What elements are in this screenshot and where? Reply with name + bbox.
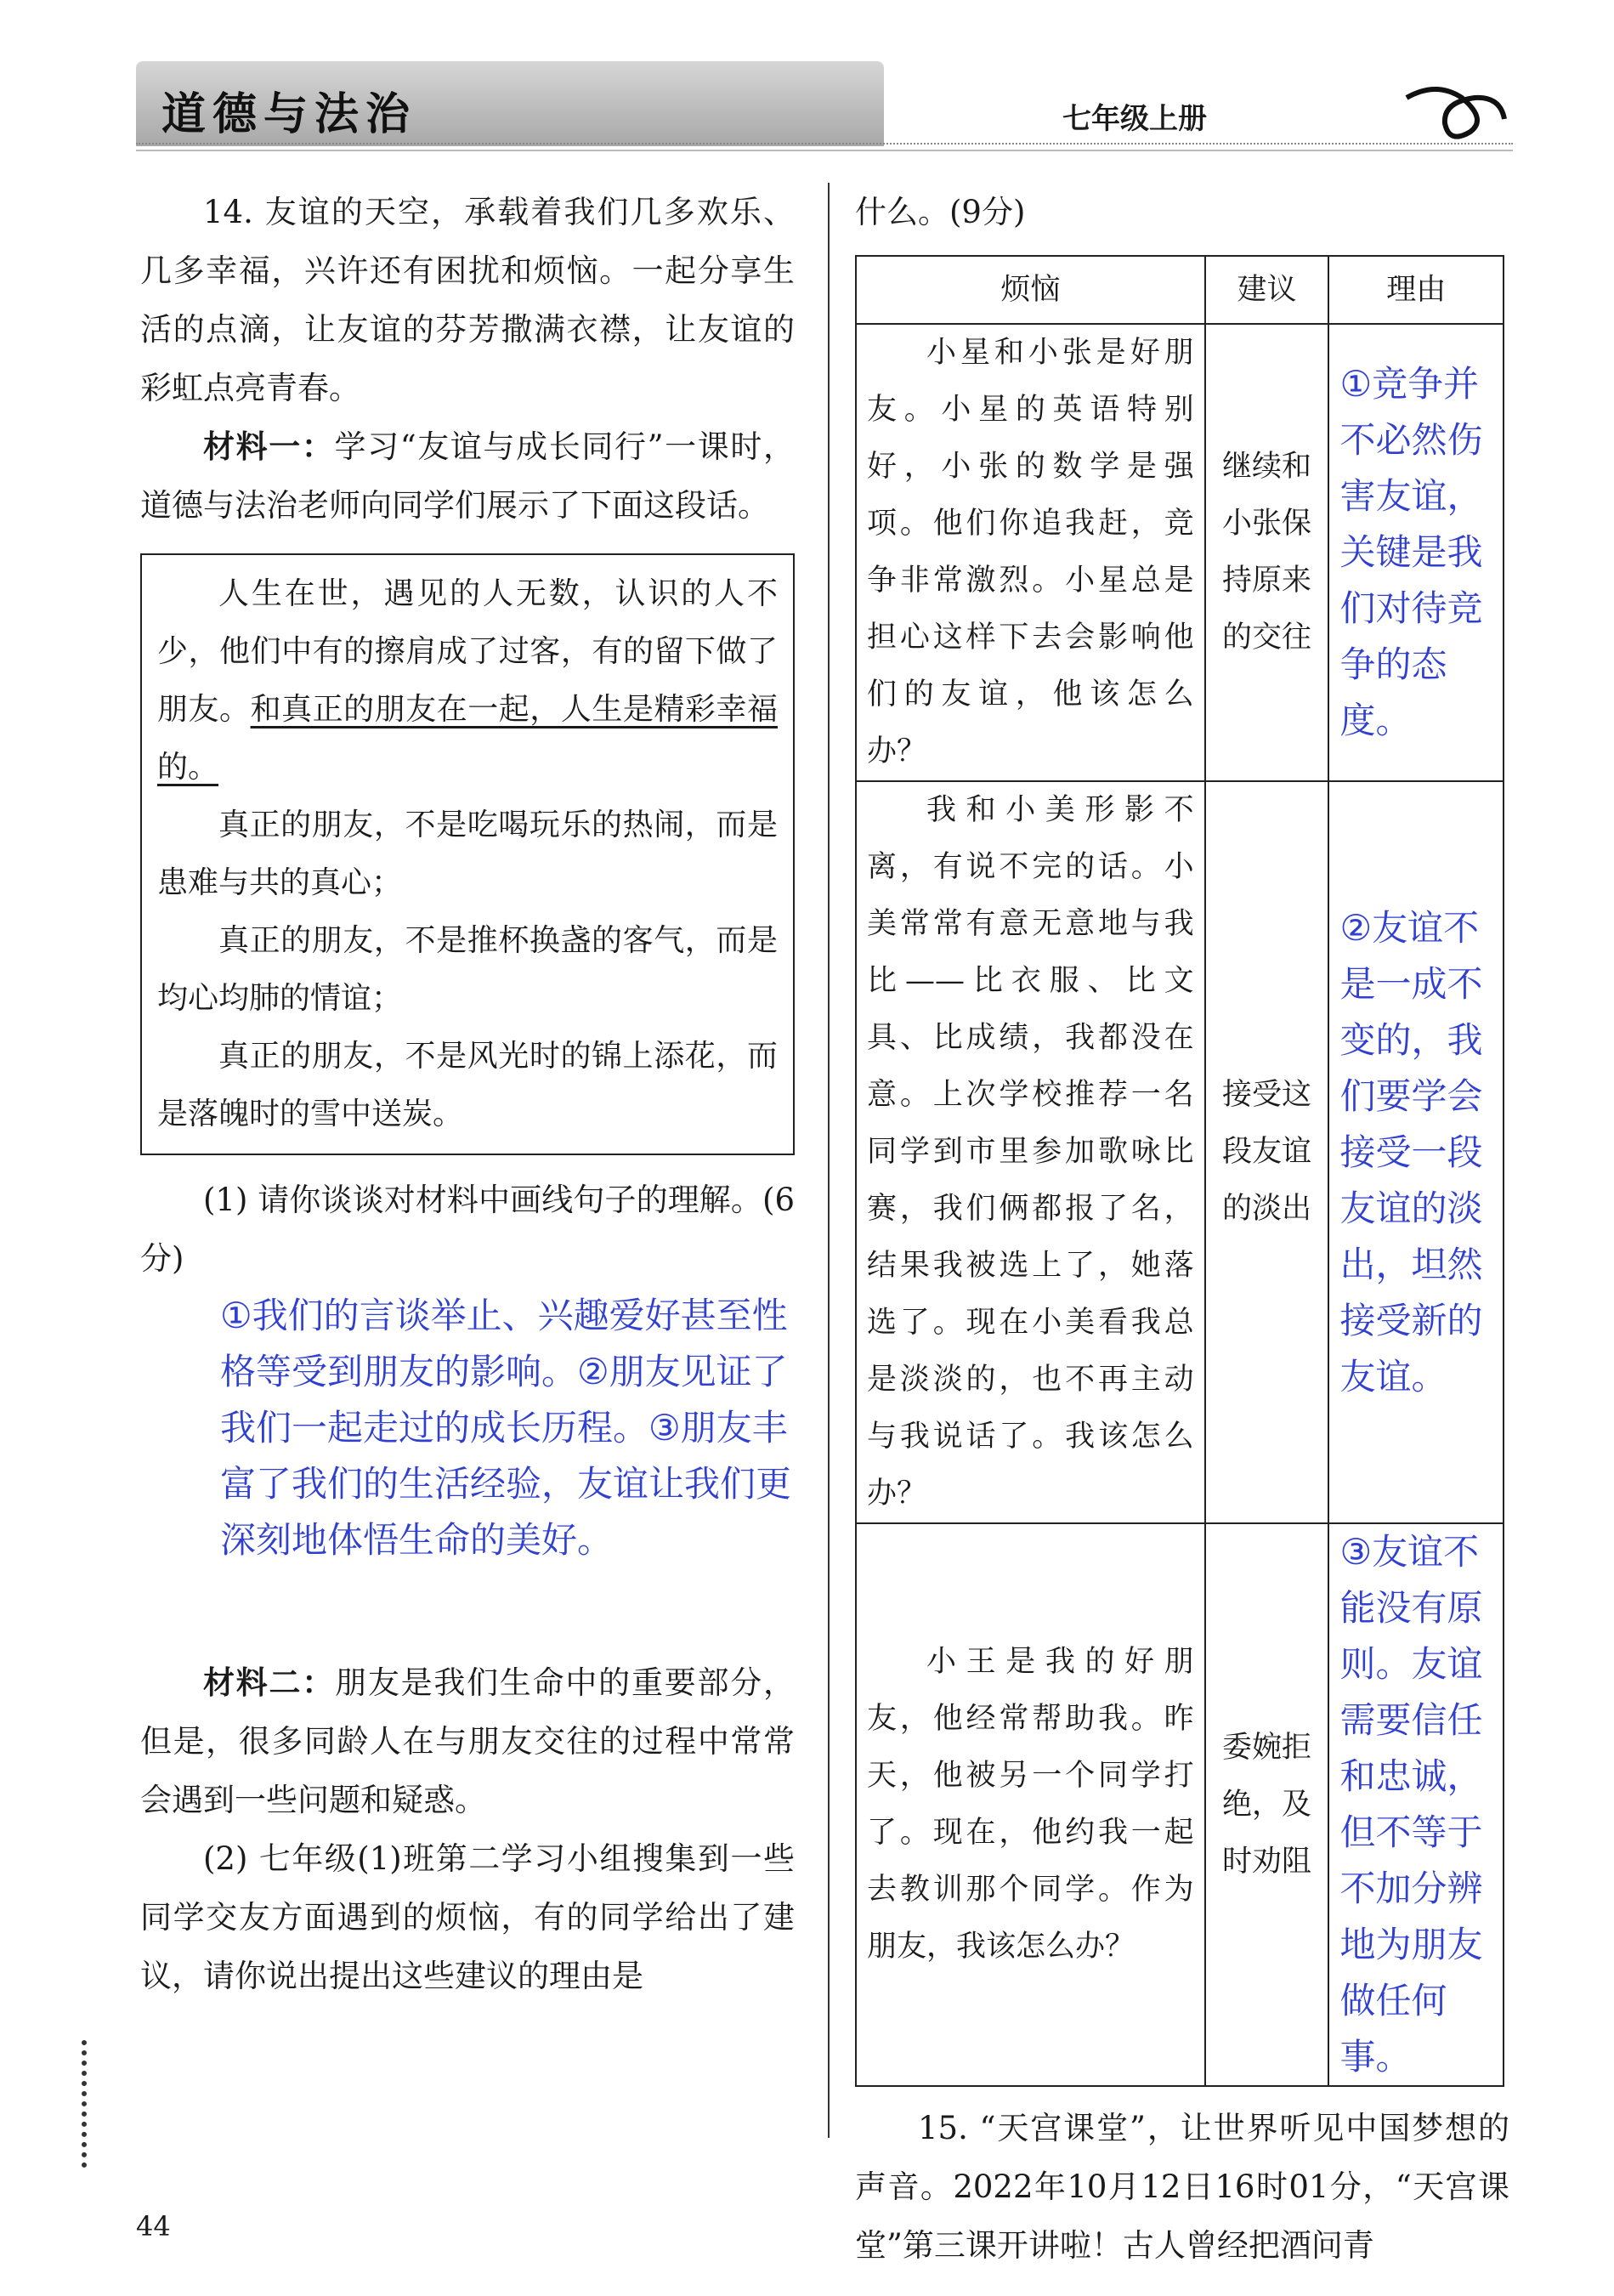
- reason-cell: [1328, 324, 1504, 781]
- reason-cell: [1328, 1523, 1504, 2086]
- table-row: [856, 324, 1504, 781]
- quote-paragraph-4: 真正的朋友，不是风光时的锦上添花，而是落魄时的雪中送炭。: [157, 1039, 778, 1131]
- quote-paragraph-3: 真正的朋友，不是推杯换盏的客气，而是均心均肺的情谊；: [157, 923, 778, 1016]
- table-header-row: [856, 256, 1504, 324]
- material-one-text: 学习“友谊与成长同行”一课时，道德与法治老师向同学们展示了下面这段话。: [140, 428, 795, 524]
- quote-text: 人生在世，遇见的人无数，认识的人不少，他们中有的擦肩成了过客，有的留下做了朋友。: [157, 576, 778, 727]
- header-trouble: 烦恼: [856, 256, 1205, 324]
- swirl-logo-icon: [1402, 72, 1513, 149]
- table-row: [856, 781, 1504, 1523]
- advice-cell: 接受这段友谊的淡出: [1205, 781, 1329, 1523]
- question-2-continued: 什么。(9分): [855, 194, 1026, 230]
- table-row: [856, 1523, 1504, 2086]
- question-2: (2) 七年级(1)班第二学习小组搜集到一些同学交友方面遇到的烦恼，有的同学给出了建议，请你说出提出这些建议的理由是: [140, 1840, 795, 1994]
- material-one-label: 材料一：: [203, 428, 335, 465]
- advice-cell: 委婉拒绝，及时劝阻: [1205, 1523, 1329, 2086]
- underlined-sentence: 和真正的朋友在一起，人生是精彩幸福的。: [157, 692, 778, 785]
- quote-box: [140, 553, 795, 1155]
- question-15: 15. “天宫课堂”，让世界听见中国梦想的声音。2022年10月12日16时01分，“天宫课堂”第三课开讲啦！古人曾经把酒问青: [855, 2110, 1509, 2264]
- answer-1-handwriting: ①我们的言谈举止、兴趣爱好甚至性格等受到朋友的影响。②朋友见证了我们一起走过的成长历程。③朋友丰富了我们的生活经验，友谊让我们更深刻地体悟生命的美好。: [220, 1295, 792, 1561]
- trouble-table: [855, 255, 1504, 2087]
- reason-handwriting: ①竞争并不必然伤害友谊，关键是我们对待竞争的态度。: [1339, 363, 1483, 741]
- header-advice: 建议: [1205, 256, 1329, 324]
- book-title: 道德与法治: [161, 89, 417, 140]
- advice-cell: 继续和小张保持原来的交往: [1205, 324, 1329, 781]
- question-1: (1) 请你谈谈对材料中画线句子的理解。(6分): [140, 1182, 795, 1277]
- material-two: [140, 1653, 795, 1829]
- reason-cell: [1328, 781, 1504, 1523]
- margin-dots: [82, 2040, 87, 2168]
- page-number: 44: [136, 2210, 171, 2242]
- quote-paragraph-1: [157, 565, 778, 797]
- q14-intro: 14. 友谊的天空，承载着我们几多欢乐、几多幸福，兴许还有困扰和烦恼。一起分享生活的点滴，让友谊的芬芳撒满衣襟，让友谊的彩虹点亮青春。: [140, 194, 795, 406]
- grade-label: 七年级上册: [1062, 102, 1207, 136]
- material-two-text: 朋友是我们生命中的重要部分，但是，很多同龄人在与朋友交往的过程中常常会遇到一些问题和疑惑。: [140, 1664, 796, 1818]
- reason-handwriting: ③友谊不能没有原则。友谊需要信任和忠诚，但不等于不加分辨地为朋友做任何事。: [1339, 1531, 1483, 2078]
- header-divider: [136, 143, 1513, 151]
- trouble-cell: 小星和小张是好朋友。小星的英语特别好，小张的数学是强项。他们你追我赶，竞争非常激烈。小星总是担心这样下去会影响他们的友谊，他该怎么办？: [856, 324, 1205, 781]
- material-one: [140, 417, 795, 535]
- reason-handwriting: ②友谊不是一成不变的，我们要学会接受一段友谊的淡出，坦然接受新的友谊。: [1339, 906, 1483, 1397]
- header-reason: 理由: [1328, 256, 1504, 324]
- trouble-cell: 我和小美形影不离，有说不完的话。小美常常有意无意地与我比——比衣服、比文具、比成绩，我都没在意。上次学校推荐一名同学到市里参加歌咏比赛，我们俩都报了名，结果我被选上了，她落选了。现在小美看我总是淡淡的，也不再主动与我说话了。我该怎么办？: [856, 781, 1205, 1523]
- right-column: [855, 183, 1509, 2275]
- left-column: [140, 183, 795, 2005]
- trouble-cell: 小王是我的好朋友，他经常帮助我。昨天，他被另一个同学打了。现在，他约我一起去教训那个同学。作为朋友，我该怎么办？: [856, 1523, 1205, 2086]
- column-divider: [828, 183, 830, 2138]
- quote-paragraph-2: 真正的朋友，不是吃喝玩乐的热闹，而是患难与共的真心；: [157, 808, 778, 900]
- material-two-label: 材料二：: [203, 1664, 336, 1701]
